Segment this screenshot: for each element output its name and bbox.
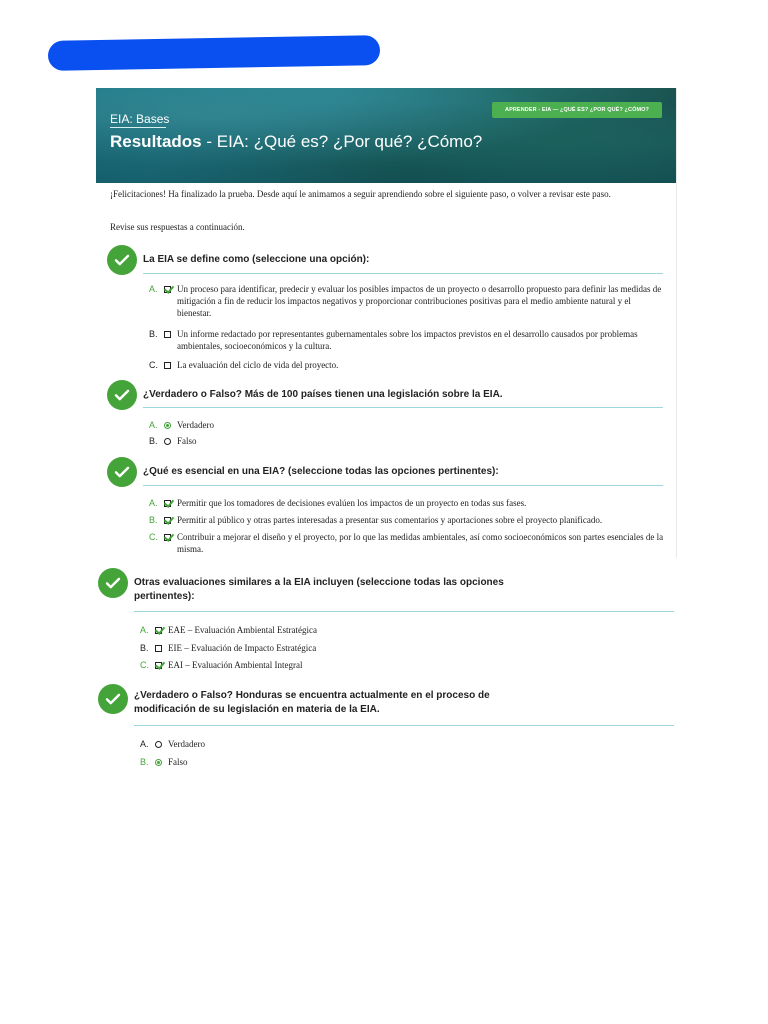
question-2-text: ¿Verdadero o Falso? Más de 100 países tienen una legislación sobre la EIA. <box>143 389 503 400</box>
header-banner <box>96 88 676 183</box>
radio-selected[interactable] <box>164 422 171 429</box>
question-1-option-b[interactable]: B. Un informe redactado por representantes gubernamentales sobre los impactos previstos en el desarrollo causados por problemas ambientales, socioeconómicos y la cultura. <box>149 329 638 351</box>
checkbox-empty[interactable] <box>164 331 171 338</box>
congrats-text: ¡Felicitaciones! Ha finalizado la prueba. Desde aquí le animamos a seguir aprendiendo sobre el siguiente paso, o volver a revisar este paso. <box>110 189 611 199</box>
question-divider <box>134 725 674 726</box>
radio-empty[interactable] <box>155 741 162 748</box>
question-divider <box>143 273 663 274</box>
radio-empty[interactable] <box>164 438 171 445</box>
question-divider <box>143 485 663 486</box>
question-5-option-a[interactable]: A. Verdadero <box>140 739 205 749</box>
radio-selected[interactable] <box>155 759 162 766</box>
question-1-text: La EIA se define como (seleccione una opción): <box>143 254 370 265</box>
page-title: Resultados - EIA: ¿Qué es? ¿Por qué? ¿Cómo? <box>110 132 483 151</box>
course-link-underline <box>110 127 166 128</box>
checkbox-checked[interactable] <box>164 534 171 541</box>
quiz-results-card <box>96 88 677 558</box>
question-5-option-b[interactable]: B. Falso <box>140 757 188 767</box>
question-divider <box>134 611 674 612</box>
question-3-option-c[interactable]: C. Contribuir a mejorar el diseño y el proyecto, por lo que las medidas ambientales, así como socioeconómicos son partes esenciales de la misma. <box>149 532 664 554</box>
course-link[interactable]: EIA: Bases <box>110 112 170 126</box>
question-1-option-c[interactable]: C. La evaluación del ciclo de vida del proyecto. <box>149 360 339 370</box>
question-3-option-a[interactable]: A. Permitir que los tomadores de decisiones evalúen los impactos de un proyecto en todas sus fases. <box>149 498 527 508</box>
question-4-option-c[interactable]: C. EAI – Evaluación Ambiental Integral <box>140 660 303 670</box>
check-icon <box>107 380 137 410</box>
checkbox-checked[interactable] <box>164 500 171 507</box>
question-1-option-a[interactable]: A. Un proceso para identificar, predecir y evaluar los posibles impactos de un proyecto o desarrollo propuesto para definir las medidas de mitigación a fin de reducir los impactos negativos y proporcionar contribuciones positivas para el medio ambiente natural y el bienestar. <box>149 284 662 318</box>
checkbox-checked[interactable] <box>164 517 171 524</box>
question-5-text: ¿Verdadero o Falso? Honduras se encuentra actualmente en el proceso de modificación de su legislación en materia de la EIA. <box>134 690 490 715</box>
question-2-option-a[interactable]: A. Verdadero <box>149 420 214 430</box>
redaction-mark <box>48 35 380 71</box>
question-2-option-b[interactable]: B. Falso <box>149 436 197 446</box>
check-icon <box>107 457 137 487</box>
question-divider <box>143 407 663 408</box>
breadcrumb-tag-button[interactable]: APRENDER - EIA — ¿QUÉ ES? ¿POR QUÉ? ¿CÓMO? <box>492 102 662 118</box>
check-icon <box>98 684 128 714</box>
checkbox-checked[interactable] <box>155 662 162 669</box>
question-3-option-b[interactable]: B. Permitir al público y otras partes interesadas a presentar sus comentarios y aportaciones sobre el proyecto planificado. <box>149 515 603 525</box>
checkbox-checked[interactable] <box>164 286 171 293</box>
checkbox-empty[interactable] <box>155 645 162 652</box>
question-4-option-a[interactable]: A. EAE – Evaluación Ambiental Estratégica <box>140 625 317 635</box>
check-icon <box>107 245 137 275</box>
checkbox-checked[interactable] <box>155 627 162 634</box>
review-text: Revise sus respuestas a continuación. <box>110 222 245 232</box>
question-3-text: ¿Qué es esencial en una EIA? (seleccione todas las opciones pertinentes): <box>143 466 499 477</box>
checkbox-empty[interactable] <box>164 362 171 369</box>
question-4-text: Otras evaluaciones similares a la EIA incluyen (seleccione todas las opciones pertinentes): <box>134 577 504 602</box>
question-4-option-b[interactable]: B. EIE – Evaluación de Impacto Estratégica <box>140 643 317 653</box>
quiz-results-card-continued <box>96 562 676 772</box>
check-icon <box>98 568 128 598</box>
